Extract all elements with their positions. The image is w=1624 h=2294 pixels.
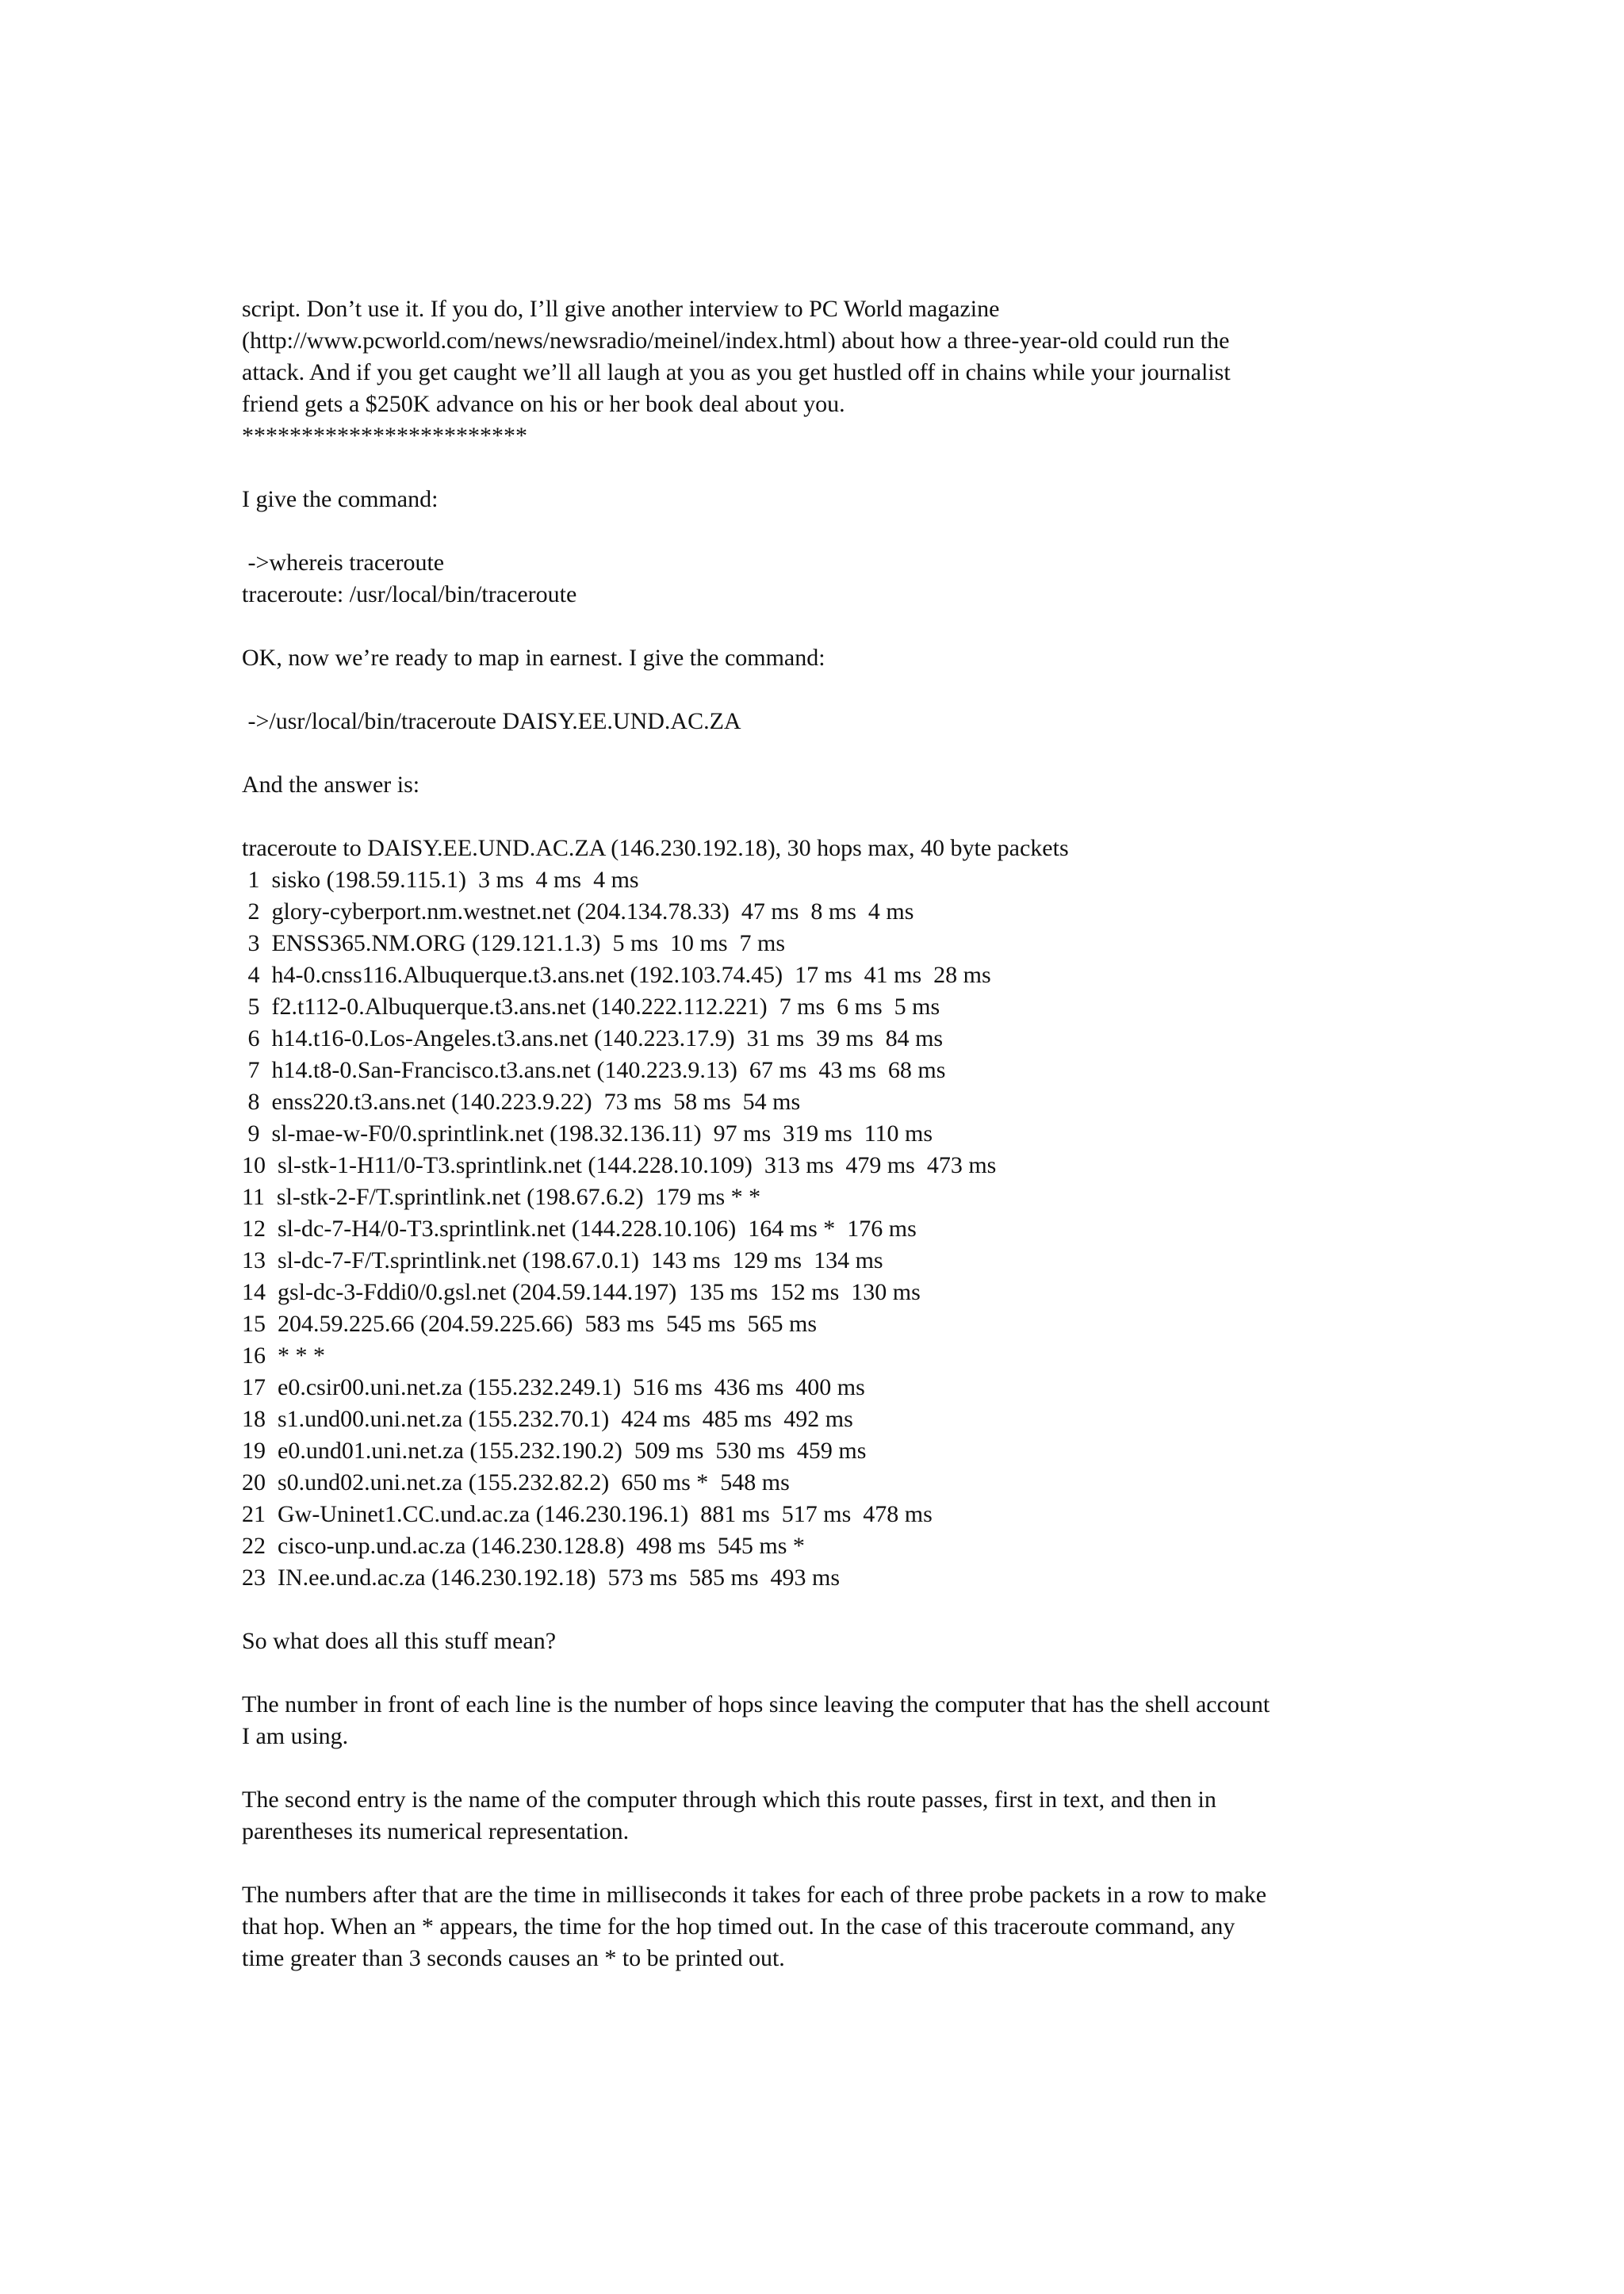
spacer [242,452,1415,484]
intro-line: (http://www.pcworld.com/news/newsradio/meinel/index.html) about how a three-year-old could run the [242,327,1230,354]
whereis-block [242,547,1415,611]
hop-line: 8 enss220.t3.ans.net (140.223.9.22) 73 ms 58 ms 54 ms [242,1089,801,1115]
hop-line: 14 gsl-dc-3-Fddi0/0.gsl.net (204.59.144.197) 135 ms 152 ms 130 ms [242,1279,921,1305]
hop-line: 20 s0.und02.uni.net.za (155.232.82.2) 650 ms * 548 ms [242,1469,790,1496]
whereis-result: traceroute: /usr/local/bin/traceroute [242,581,577,607]
explanation-paragraph [242,1689,1415,1752]
question-text: So what does all this stuff mean? [242,1628,557,1654]
traceroute-command: ->/usr/local/bin/traceroute DAISY.EE.UND.AC.ZA [242,708,741,734]
explanation-paragraph [242,1879,1415,1974]
hop-line: 7 h14.t8-0.San-Francisco.t3.ans.net (140.223.9.13) 67 ms 43 ms 68 ms [242,1057,946,1083]
map-intro-text: OK, now we’re ready to map in earnest. I give the command: [242,645,825,671]
intro-line: script. Don’t use it. If you do, I’ll give another interview to PC World magazine [242,296,1000,322]
hop-line: 23 IN.ee.und.ac.za (146.230.192.18) 573 ms 585 ms 493 ms [242,1564,841,1591]
spacer [242,1848,1415,1879]
spacer [242,611,1415,642]
hop-line: 12 sl-dc-7-H4/0-T3.sprintlink.net (144.228.10.106) 164 ms * 176 ms [242,1216,917,1242]
whereis-command: ->whereis traceroute [242,550,445,576]
spacer [242,1594,1415,1626]
spacer [242,1752,1415,1784]
spacer [242,515,1415,547]
hop-line: 17 e0.csir00.uni.net.za (155.232.249.1) 516 ms 436 ms 400 ms [242,1374,865,1400]
spacer [242,1657,1415,1689]
explanation-line: The number in front of each line is the number of hops since leaving the computer that has the shell account [242,1691,1270,1718]
intro-paragraph [242,293,1415,452]
explanation-line: I am using. [242,1723,349,1749]
explanation-line: that hop. When an * appears, the time for the hop timed out. In the case of this traceroute command, any [242,1913,1235,1940]
document-body [242,293,1415,1974]
explanation-line: time greater than 3 seconds causes an * to be printed out. [242,1945,785,1971]
asterisk-divider: ************************ [242,423,527,449]
explanation-line: The numbers after that are the time in milliseconds it takes for each of three probe packets in a row to make [242,1882,1267,1908]
intro-line: attack. And if you get caught we’ll all laugh at you as you get hustled off in chains while your journalist [242,359,1231,385]
hop-line: 1 sisko (198.59.115.1) 3 ms 4 ms 4 ms [242,867,639,893]
hop-line: 4 h4-0.cnss116.Albuquerque.t3.ans.net (192.103.74.45) 17 ms 41 ms 28 ms [242,962,991,988]
spacer [242,801,1415,833]
hop-line: 11 sl-stk-2-F/T.sprintlink.net (198.67.6.2) 179 ms * * [242,1184,761,1210]
spacer [242,674,1415,706]
hop-line: 10 sl-stk-1-H11/0-T3.sprintlink.net (144.228.10.109) 313 ms 479 ms 473 ms [242,1152,997,1178]
hop-line: 18 s1.und00.uni.net.za (155.232.70.1) 424 ms 485 ms 492 ms [242,1406,853,1432]
spacer [242,737,1415,769]
hop-line: 9 sl-mae-w-F0/0.sprintlink.net (198.32.136.11) 97 ms 319 ms 110 ms [242,1120,933,1147]
hop-line: 15 204.59.225.66 (204.59.225.66) 583 ms 545 ms 565 ms [242,1311,818,1337]
hop-line: 5 f2.t112-0.Albuquerque.t3.ans.net (140.222.112.221) 7 ms 6 ms 5 ms [242,994,940,1020]
traceroute-output [242,833,1415,1594]
command-intro-text: I give the command: [242,486,439,512]
explanation-line: parentheses its numerical representation. [242,1818,630,1844]
hop-line: 19 e0.und01.uni.net.za (155.232.190.2) 509 ms 530 ms 459 ms [242,1438,867,1464]
traceroute-header: traceroute to DAISY.EE.UND.AC.ZA (146.230.192.18), 30 hops max, 40 byte packets [242,835,1069,861]
hop-line: 2 glory-cyberport.nm.westnet.net (204.134.78.33) 47 ms 8 ms 4 ms [242,898,914,925]
answer-intro-text: And the answer is: [242,772,420,798]
hop-line: 3 ENSS365.NM.ORG (129.121.1.3) 5 ms 10 ms 7 ms [242,930,786,956]
hop-line: 22 cisco-unp.und.ac.za (146.230.128.8) 498 ms 545 ms * [242,1533,805,1559]
intro-line: friend gets a $250K advance on his or her book deal about you. [242,391,845,417]
hop-line: 6 h14.t16-0.Los-Angeles.t3.ans.net (140.223.17.9) 31 ms 39 ms 84 ms [242,1025,944,1051]
explanation-line: The second entry is the name of the computer through which this route passes, first in text, and then in [242,1787,1216,1813]
hop-line: 13 sl-dc-7-F/T.sprintlink.net (198.67.0.1) 143 ms 129 ms 134 ms [242,1247,883,1273]
hop-line: 16 * * * [242,1342,325,1369]
explanation-paragraph [242,1784,1415,1848]
hop-line: 21 Gw-Uninet1.CC.und.ac.za (146.230.196.1) 881 ms 517 ms 478 ms [242,1501,933,1527]
